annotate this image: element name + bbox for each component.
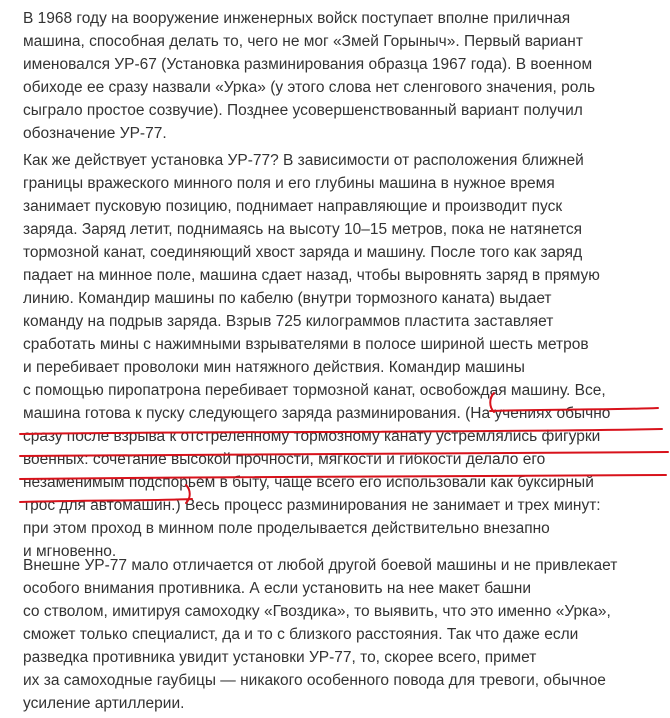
text-line: сможет только специалист, да и то с близкого расстояния. Так что даже если: [23, 626, 579, 643]
paragraph-1: [23, 7, 595, 145]
text-line: В 1968 году на вооружение инженерных войск поступает вполне приличная: [23, 10, 571, 27]
text-line: обозначение УР-77.: [23, 125, 167, 142]
text-line: заряда. Заряд летит, поднимаясь на высоту 10–15 метров, пока не натянется: [23, 221, 583, 238]
text-line: со стволом, имитируя самоходку «Гвоздика», то выявить, что это именно «Урка»,: [23, 603, 611, 620]
text-line: границы вражеского минного поля и его глубины машина в нужное время: [23, 175, 555, 192]
text-line: машина, способная делать то, чего не мог «Змей Горыныч». Первый вариант: [23, 33, 583, 50]
text-line: обиходе ее сразу назвали «Урка» (у этого слова нет сленгового значения, роль: [23, 79, 596, 96]
text-line: падает на минное поле, машина сдает назад, чтобы выровнять заряд в прямую: [23, 267, 600, 284]
text-line: сработать мины с нажимными взрывателями в полосе шириной шесть метров: [23, 336, 589, 353]
text-line: занимает пусковую позицию, поднимает направляющие и производит пуск: [23, 198, 563, 215]
text-line: тормозной канат, соединяющий хвост заряда и машину. После того как заряд: [23, 244, 583, 261]
text-line: линию. Командир машины по кабелю (внутри тормозного каната) выдает: [23, 290, 552, 307]
text-line: машина готова к пуску следующего заряда разминирования. (На учениях обычно: [23, 405, 611, 422]
text-line: при этом проход в минном поле проделывается действительно внезапно: [23, 520, 550, 537]
text-line: и мгновенно.: [23, 543, 117, 560]
text-line: трос для автомашин.) Весь процесс разминирования не занимает и трех минут:: [23, 497, 601, 514]
text-line: Как же действует установка УР-77? В зависимости от расположения ближней: [23, 152, 584, 169]
text-line: незаменимым подспорьем в быту, чаще всего его использовали как буксирный: [23, 474, 594, 491]
paragraph-3: [23, 554, 617, 715]
text-line: Внешне УР-77 мало отличается от любой другой боевой машины и не привлекает: [23, 557, 618, 574]
text-line: их за самоходные гаубицы — никакого особенного повода для тревоги, обычное: [23, 672, 606, 689]
text-line: особого внимания противника. А если установить на нее макет башни: [23, 580, 531, 597]
text-line: именовался УР-67 (Установка разминирования образца 1967 года). В военном: [23, 56, 593, 73]
text-line: военных: сочетание высокой прочности, мягкости и гибкости делало его: [23, 451, 546, 468]
text-line: с помощью пиропатрона перебивает тормозной канат, освобождая машину. Все,: [23, 382, 606, 399]
text-line: усиление артиллерии.: [23, 695, 185, 712]
text-line: и перебивает проволоки мин натяжного действия. Командир машины: [23, 359, 525, 376]
text-line: сыграло простое созвучие). Позднее усовершенствованный вариант получил: [23, 102, 583, 119]
text-line: разведка противника увидит установки УР-77, то, скорее всего, примет: [23, 649, 537, 666]
text-line: команду на подрыв заряда. Взрыв 725 килограммов пластита заставляет: [23, 313, 554, 330]
paragraph-2: [23, 149, 610, 563]
text-line: сразу после взрыва к отстреленному тормозному канату устремлялись фигурки: [23, 428, 601, 445]
